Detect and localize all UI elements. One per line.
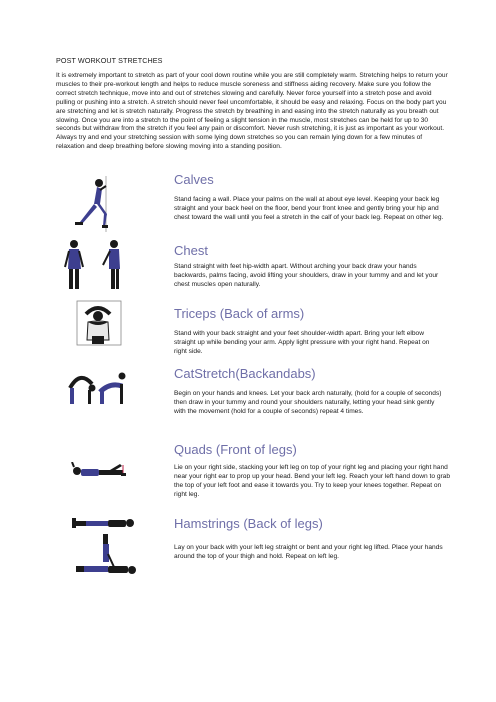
intro-paragraph: It is extremely important to stretch as part of your cool down routine while you are still completely warm. Stretching helps to return your muscles to their pre-workout length and helps to reduce muscle soreness and stiffness aiding recovery. Make sure you follow the correct stretch technique, move into and out of stretches slowing and carefully. Never force yourself into a stretch pose and avoid pulling or pushing into a stretch. A stretch should never feel uncomfortable, it should be easy and relaxing. Focus on the body part you are stretching and let is stretch naturally. Progress the stretch by breathing in and easing into the stretch naturally as you breath out slowing. Once you are into a stretch to the point of feeling a slight tension in the muscle, most stretches can be held for up to 30 seconds but withdraw from the stretch if you feel any pain or discomfort. Never rush stretching, it is just as important as your workout. Always try and end your stretching session with some lying down stretches so you can remain lying down for a few minutes of relaxation and deep breathing before slowing moving into a standing position.: [56, 72, 448, 151]
cat-stretch-instructions: Begin on your hands and knees. Let your back arch naturally, (hold for a couple of seconds) then draw in your tummy and round your shoulders naturally, letting your head sink gently with the movement (hold for a couple of seconds) repeat 4 times.: [174, 390, 442, 415]
cat-stretch-illustration: [66, 368, 128, 408]
hamstrings-leg-lift-illustration: [74, 534, 138, 578]
calves-heading: Calves: [174, 172, 214, 187]
hamstrings-heading: Hamstrings (Back of legs): [174, 516, 323, 531]
triceps-stretch-illustration: [76, 300, 122, 346]
calves-instructions: Stand facing a wall. Place your palms on the wall at about eye level. Keeping your back leg straight and your back heel on the floor, bend your front knee and gently bring your hip and chest toward the wall until you feel a stretch in the calf of your back leg. Repeat on other leg.: [174, 196, 444, 221]
chest-stretch-illustration: [62, 239, 132, 291]
quads-instructions: Lie on your right side, stacking your left leg on top of your right leg and placing your right hand near your right ear to prop up your head. Bend your left leg. Reach your left hand down to grab the top of your left foot and ease it towards you. Try to keep your knees together. Repeat on right leg.: [174, 464, 451, 498]
page-title: POST WORKOUT STRETCHES: [56, 56, 163, 65]
triceps-heading: Triceps (Back of arms): [174, 306, 305, 321]
chest-heading: Chest: [174, 243, 208, 258]
quads-heading: Quads (Front of legs): [174, 442, 297, 457]
chest-instructions: Stand straight with feet hip-width apart. Without arching your back draw your hands backwards, palms facing, avoid lifting your shoulders, draw in your tummy and and let your chest muscles open naturally.: [174, 263, 439, 288]
cat-stretch-heading: CatStretch(Backandabs): [174, 366, 316, 381]
quads-stretch-illustration: [70, 462, 134, 482]
triceps-instructions: Stand with your back straight and your feet shoulder-width apart. Bring your left elbow straight up while bending your arm. Apply light pressure with your right hand. Repeat on right side.: [174, 330, 430, 355]
calves-stretch-illustration: [66, 174, 128, 232]
hamstrings-lying-illustration: [70, 516, 136, 530]
hamstrings-instructions: Lay on your back with your left leg straight or bent and your right leg lifted. Place your hands around the top of your thigh and hold. Repeat on left leg.: [174, 544, 443, 560]
